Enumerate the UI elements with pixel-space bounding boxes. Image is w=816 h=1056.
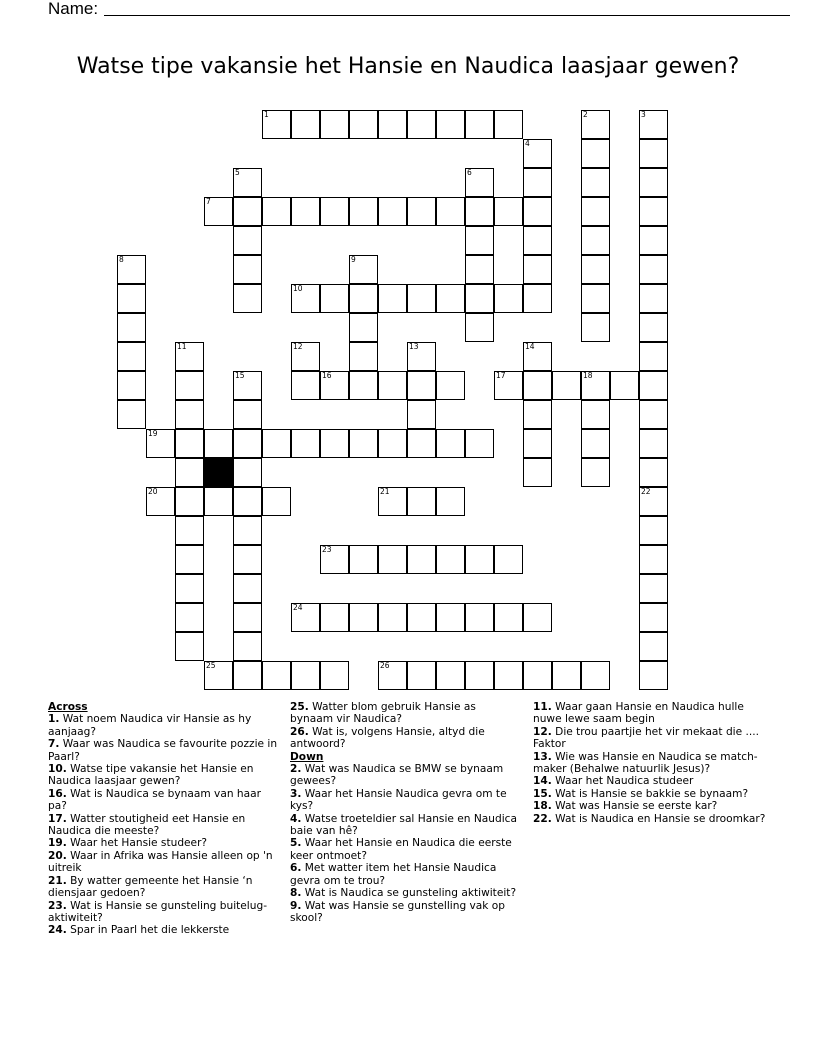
grid-cell[interactable]: [523, 603, 552, 632]
grid-cell[interactable]: [291, 429, 320, 458]
across-heading: Across: [48, 701, 88, 713]
clue-across-1: 1. Wat noem Naudica vir Hansie as hy aanjaag?: [48, 713, 252, 738]
grid-cell[interactable]: [320, 371, 349, 400]
grid-cell[interactable]: [175, 545, 204, 574]
grid-cell[interactable]: [320, 284, 349, 313]
clue-number-label: 26: [380, 661, 390, 670]
grid-cell[interactable]: [639, 313, 668, 342]
clue-down-6: 6. Met watter item het Hansie Naudica gevra om te trou?: [290, 862, 497, 887]
grid-cell[interactable]: [639, 284, 668, 313]
grid-cell[interactable]: [523, 284, 552, 313]
grid-cell[interactable]: [407, 545, 436, 574]
grid-cell[interactable]: [378, 197, 407, 226]
grid-cell[interactable]: [233, 168, 262, 197]
clue-across-17: 17. Watter stoutigheid eet Hansie en Naudica die meeste?: [48, 812, 246, 838]
grid-cell[interactable]: [320, 429, 349, 458]
grid-cell[interactable]: [378, 603, 407, 632]
grid-cell[interactable]: [639, 516, 668, 545]
grid-cell[interactable]: [146, 487, 175, 516]
grid-cell[interactable]: [233, 661, 262, 690]
grid-cell[interactable]: [436, 603, 465, 632]
grid-cell[interactable]: [378, 545, 407, 574]
grid-cell[interactable]: [407, 110, 436, 139]
clue-number-label: 12: [293, 342, 303, 351]
clue-number-label: 21: [380, 487, 390, 496]
grid-cell[interactable]: [233, 255, 262, 284]
grid-cell[interactable]: [378, 661, 407, 690]
grid-cell[interactable]: [639, 574, 668, 603]
grid-cell[interactable]: [639, 255, 668, 284]
grid-cell[interactable]: [291, 371, 320, 400]
grid-cell[interactable]: [465, 226, 494, 255]
grid-cell[interactable]: [523, 371, 552, 400]
grid-cell[interactable]: [233, 632, 262, 661]
clue-down-14: 14. Waar het Naudica studeer: [533, 775, 694, 788]
grid-cell[interactable]: [407, 487, 436, 516]
grid-cell[interactable]: [639, 458, 668, 487]
grid-cell[interactable]: [523, 400, 552, 429]
grid-cell[interactable]: [117, 342, 146, 371]
grid-cell[interactable]: [407, 342, 436, 371]
clue-across-20: 20. Waar in Afrika was Hansie alleen op 'n uitreik: [48, 849, 273, 875]
grid-cell[interactable]: [204, 197, 233, 226]
clue-number-label: 7: [206, 197, 211, 206]
clue-down-22: 22. Wat is Naudica en Hansie se droomkar?: [533, 812, 766, 825]
clue-across-21: 21. By watter gemeente het Hansie ‘n diensjaar gedoen?: [48, 874, 253, 900]
grid-cell[interactable]: [204, 487, 233, 516]
grid-cell[interactable]: [233, 400, 262, 429]
grid-cell[interactable]: [639, 400, 668, 429]
grid-cell[interactable]: [233, 603, 262, 632]
grid-cell[interactable]: [523, 458, 552, 487]
grid-cell[interactable]: [262, 110, 291, 139]
grid-cell[interactable]: [581, 429, 610, 458]
clue-down-12: 12. Die trou paartjie het vir mekaat die .... Faktor: [533, 725, 759, 751]
grid-cell[interactable]: [639, 429, 668, 458]
clue-down-15: 15. Wat is Hansie se bakkie se bynaam?: [533, 787, 749, 800]
grid-cell[interactable]: [378, 371, 407, 400]
grid-cell[interactable]: [378, 429, 407, 458]
clue-across-26: 26. Wat is, volgens Hansie, altyd die antwoord?: [290, 725, 485, 751]
clue-number-label: 24: [293, 603, 303, 612]
grid-cell[interactable]: [233, 458, 262, 487]
grid-cell[interactable]: [465, 545, 494, 574]
grid-cell[interactable]: [639, 110, 668, 139]
grid-cell[interactable]: [407, 284, 436, 313]
grid-cell[interactable]: [233, 284, 262, 313]
grid-cell[interactable]: [117, 313, 146, 342]
grid-cell[interactable]: [494, 661, 523, 690]
clue-down-11: 11. Waar gaan Hansie en Naudica hulle nuwe lewe saam begin: [533, 701, 744, 726]
clue-number-label: 15: [235, 371, 245, 380]
grid-cell[interactable]: [639, 226, 668, 255]
grid-cell[interactable]: [233, 574, 262, 603]
grid-cell[interactable]: [523, 226, 552, 255]
clue-across-23: 23. Wat is Hansie se gunsteling buitelug-aktiwiteit?: [48, 899, 268, 924]
clue-number-label: 23: [322, 545, 332, 554]
grid-cell[interactable]: [320, 545, 349, 574]
grid-cell[interactable]: [494, 371, 523, 400]
grid-cell[interactable]: [175, 458, 204, 487]
clues-column-2: [290, 701, 518, 924]
clue-number-label: 1: [264, 110, 269, 119]
grid-cell[interactable]: [320, 661, 349, 690]
grid-cell[interactable]: [552, 371, 581, 400]
grid-cell[interactable]: [378, 110, 407, 139]
black-cell: [204, 458, 233, 487]
grid-cell[interactable]: [262, 487, 291, 516]
grid-cell[interactable]: [349, 342, 378, 371]
grid-cell[interactable]: [175, 603, 204, 632]
grid-cell[interactable]: [581, 255, 610, 284]
grid-cell[interactable]: [639, 197, 668, 226]
clue-number-label: 4: [525, 139, 530, 148]
grid-cell[interactable]: [320, 603, 349, 632]
grid-cell[interactable]: [291, 197, 320, 226]
clue-number-label: 13: [409, 342, 419, 351]
grid-cell[interactable]: [581, 197, 610, 226]
grid-cell[interactable]: [407, 661, 436, 690]
clues-column-1: [48, 701, 278, 937]
grid-cell[interactable]: [175, 516, 204, 545]
grid-cell[interactable]: [436, 429, 465, 458]
grid-cell[interactable]: [523, 255, 552, 284]
grid-cell[interactable]: [465, 661, 494, 690]
grid-cell[interactable]: [465, 429, 494, 458]
grid-cell[interactable]: [465, 284, 494, 313]
clue-number-label: 3: [641, 110, 646, 119]
grid-cell[interactable]: [233, 226, 262, 255]
grid-cell[interactable]: [233, 487, 262, 516]
grid-cell[interactable]: [581, 139, 610, 168]
grid-cell[interactable]: [233, 197, 262, 226]
clue-number-label: 17: [496, 371, 506, 380]
grid-cell[interactable]: [407, 603, 436, 632]
grid-cell[interactable]: [639, 661, 668, 690]
grid-cell[interactable]: [233, 516, 262, 545]
grid-cell[interactable]: [639, 487, 668, 516]
grid-cell[interactable]: [436, 487, 465, 516]
grid-cell[interactable]: [523, 342, 552, 371]
grid-cell[interactable]: [175, 371, 204, 400]
grid-cell[interactable]: [465, 197, 494, 226]
grid-cell[interactable]: [175, 400, 204, 429]
grid-cell[interactable]: [436, 661, 465, 690]
grid-cell[interactable]: [349, 110, 378, 139]
grid-cell[interactable]: [552, 661, 581, 690]
grid-cell[interactable]: [639, 168, 668, 197]
clue-number-label: 2: [583, 110, 588, 119]
grid-cell[interactable]: [320, 110, 349, 139]
grid-cell[interactable]: [494, 603, 523, 632]
grid-cell[interactable]: [320, 197, 349, 226]
clue-number-label: 16: [322, 371, 332, 380]
clue-number-label: 9: [351, 255, 356, 264]
grid-cell[interactable]: [291, 284, 320, 313]
grid-cell[interactable]: [175, 342, 204, 371]
grid-cell[interactable]: [523, 661, 552, 690]
grid-cell[interactable]: [581, 400, 610, 429]
grid-cell[interactable]: [349, 284, 378, 313]
grid-cell[interactable]: [349, 603, 378, 632]
grid-cell[interactable]: [262, 197, 291, 226]
clue-number-label: 6: [467, 168, 472, 177]
page-title: Watse tipe vakansie het Hansie en Naudica laasjaar gewen?: [76, 54, 740, 79]
grid-cell[interactable]: [349, 545, 378, 574]
grid-cell[interactable]: [407, 197, 436, 226]
clue-number-label: 19: [148, 429, 158, 438]
grid-cell[interactable]: [465, 255, 494, 284]
grid-cell[interactable]: [291, 110, 320, 139]
grid-cell[interactable]: [639, 371, 668, 400]
grid-cell[interactable]: [465, 603, 494, 632]
grid-cell[interactable]: [494, 197, 523, 226]
grid-cell[interactable]: [639, 603, 668, 632]
grid-cell[interactable]: [639, 545, 668, 574]
grid-cell[interactable]: [494, 284, 523, 313]
clue-number-label: 22: [641, 487, 651, 496]
clue-number-label: 18: [583, 371, 593, 380]
clue-down-8: 8. Wat is Naudica se gunsteling aktiwiteit?: [290, 887, 517, 900]
grid-cell[interactable]: [436, 545, 465, 574]
grid-cell[interactable]: [291, 342, 320, 371]
grid-cell[interactable]: [117, 371, 146, 400]
clue-number-label: 10: [293, 284, 303, 293]
grid-cell[interactable]: [639, 139, 668, 168]
clue-number-label: 20: [148, 487, 158, 496]
grid-cell[interactable]: [610, 371, 639, 400]
grid-cell[interactable]: [407, 371, 436, 400]
clue-number-label: 14: [525, 342, 535, 351]
grid-cell[interactable]: [436, 371, 465, 400]
grid-cell[interactable]: [581, 661, 610, 690]
clue-across-25: 25. Watter blom gebruik Hansie as bynaam vir Naudica?: [290, 701, 476, 726]
grid-cell[interactable]: [117, 284, 146, 313]
clue-number-label: 25: [206, 661, 216, 670]
grid-cell[interactable]: [204, 661, 233, 690]
grid-cell[interactable]: [175, 429, 204, 458]
clue-down-3: 3. Waar het Hansie Naudica gevra om te kys?: [290, 787, 507, 813]
grid-cell[interactable]: [378, 487, 407, 516]
clue-across-16: 16. Wat is Naudica se bynaam van haar pa?: [48, 787, 261, 813]
grid-cell[interactable]: [465, 110, 494, 139]
grid-cell[interactable]: [349, 429, 378, 458]
grid-cell[interactable]: [639, 342, 668, 371]
name-label: Name:: [48, 0, 99, 18]
grid-cell[interactable]: [407, 400, 436, 429]
grid-cell[interactable]: [349, 371, 378, 400]
clue-across-7: 7. Waar was Naudica se favourite pozzie in Paarl?: [48, 738, 278, 763]
grid-cell[interactable]: [378, 284, 407, 313]
grid-cell[interactable]: [523, 429, 552, 458]
clue-down-4: 4. Watse troeteldier sal Hansie en Naudica baie van hê?: [290, 812, 517, 838]
grid-cell[interactable]: [581, 110, 610, 139]
grid-cell[interactable]: [436, 284, 465, 313]
grid-cell[interactable]: [465, 313, 494, 342]
grid-cell[interactable]: [175, 632, 204, 661]
grid-cell[interactable]: [262, 429, 291, 458]
clue-across-10: 10. Watse tipe vakansie het Hansie en Naudica laasjaar gewen?: [48, 763, 254, 788]
grid-cell[interactable]: [233, 371, 262, 400]
grid-cell[interactable]: [523, 168, 552, 197]
grid-cell[interactable]: [465, 168, 494, 197]
grid-cell[interactable]: [175, 487, 204, 516]
grid-cell[interactable]: [581, 458, 610, 487]
grid-cell[interactable]: [117, 255, 146, 284]
grid-cell[interactable]: [146, 429, 175, 458]
grid-cell[interactable]: [523, 139, 552, 168]
grid-cell[interactable]: [494, 545, 523, 574]
grid-cell[interactable]: [494, 110, 523, 139]
clue-down-18: 18. Wat was Hansie se eerste kar?: [533, 800, 718, 813]
clue-number-label: 11: [177, 342, 187, 351]
grid-cell[interactable]: [233, 429, 262, 458]
clue-down-5: 5. Waar het Hansie en Naudica die eerste keer ontmoet?: [290, 837, 512, 862]
grid-cell[interactable]: [581, 226, 610, 255]
clue-across-19: 19. Waar het Hansie studeer?: [48, 837, 208, 850]
grid-cell[interactable]: [581, 313, 610, 342]
grid-cell[interactable]: [407, 429, 436, 458]
grid-cell[interactable]: [436, 110, 465, 139]
clues-column-3: [533, 701, 769, 825]
clue-number-label: 8: [119, 255, 124, 264]
grid-cell[interactable]: [436, 197, 465, 226]
grid-cell[interactable]: [349, 197, 378, 226]
grid-cell[interactable]: [581, 284, 610, 313]
grid-cell[interactable]: [349, 255, 378, 284]
grid-cell[interactable]: [117, 400, 146, 429]
grid-cell[interactable]: [204, 429, 233, 458]
clue-number-label: 5: [235, 168, 240, 177]
grid-cell[interactable]: [291, 661, 320, 690]
grid-cell[interactable]: [233, 545, 262, 574]
grid-cell[interactable]: [581, 371, 610, 400]
grid-cell[interactable]: [175, 574, 204, 603]
grid-cell[interactable]: [349, 313, 378, 342]
grid-cell[interactable]: [291, 603, 320, 632]
clue-down-9: 9. Wat was Hansie se gunstelling vak op skool?: [290, 899, 506, 924]
down-heading: Down: [290, 750, 324, 763]
grid-cell[interactable]: [639, 632, 668, 661]
grid-cell[interactable]: [581, 168, 610, 197]
grid-cell[interactable]: [262, 661, 291, 690]
grid-cell[interactable]: [523, 197, 552, 226]
clue-across-24: 24. Spar in Paarl het die lekkerste: [48, 924, 230, 937]
clue-down-2: 2. Wat was Naudica se BMW se bynaam gewees?: [290, 763, 504, 788]
clue-down-13: 13. Wie was Hansie en Naudica se match-maker (Behalwe natuurlik Jesus)?: [533, 750, 758, 776]
